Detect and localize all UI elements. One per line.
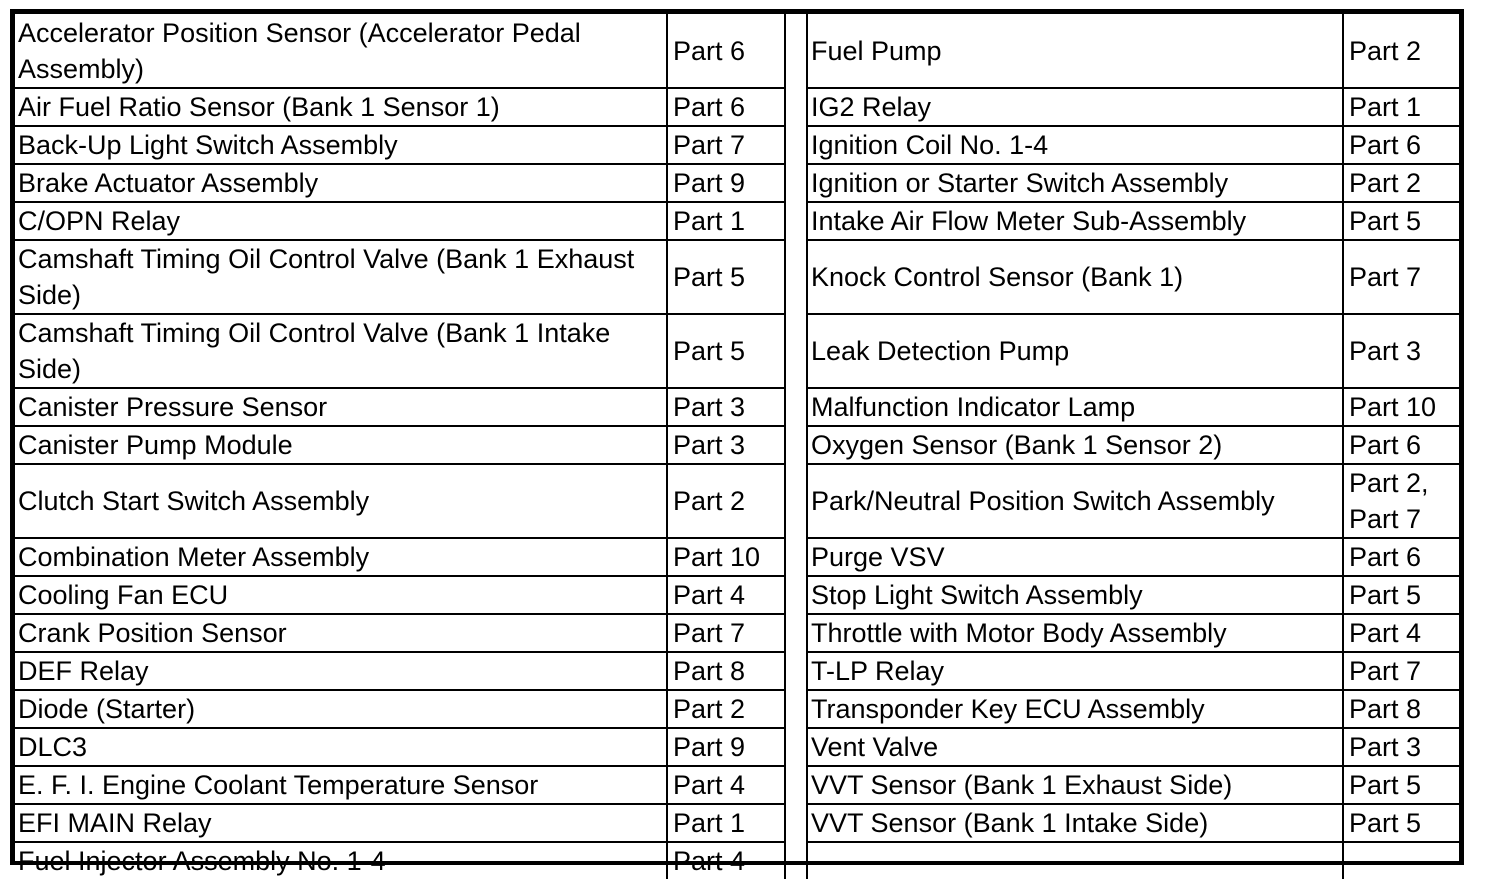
right-component-name: Ignition or Starter Switch Assembly [807, 164, 1343, 202]
right-component-name: Fuel Pump [807, 14, 1343, 88]
left-component-name: C/OPN Relay [15, 202, 667, 240]
column-gap [785, 14, 807, 88]
component-location-table-frame [10, 9, 1464, 876]
right-component-name: T-LP Relay [807, 652, 1343, 690]
right-part-reference [1343, 842, 1459, 879]
left-part-reference: Part 8 [667, 652, 785, 690]
right-part-reference: Part 6 [1343, 426, 1459, 464]
left-component-name: Canister Pump Module [15, 426, 667, 464]
right-component-name: Knock Control Sensor (Bank 1) [807, 240, 1343, 314]
column-gap [785, 202, 807, 240]
column-gap [785, 804, 807, 842]
table-row [15, 314, 1459, 388]
column-gap [785, 388, 807, 426]
column-gap [785, 314, 807, 388]
right-component-name: IG2 Relay [807, 88, 1343, 126]
column-gap [785, 88, 807, 126]
left-part-reference: Part 6 [667, 88, 785, 126]
right-part-reference: Part 7 [1343, 240, 1459, 314]
left-part-reference: Part 10 [667, 538, 785, 576]
right-part-reference: Part 6 [1343, 538, 1459, 576]
column-gap [785, 576, 807, 614]
left-part-reference: Part 5 [667, 240, 785, 314]
left-component-name: Combination Meter Assembly [15, 538, 667, 576]
left-component-name: E. F. I. Engine Coolant Temperature Sensor [15, 766, 667, 804]
column-gap [785, 652, 807, 690]
left-component-name: Fuel Injector Assembly No. 1-4 [15, 842, 667, 879]
right-component-name: Throttle with Motor Body Assembly [807, 614, 1343, 652]
right-part-reference: Part 5 [1343, 576, 1459, 614]
table-row [15, 842, 1459, 879]
left-component-name: Camshaft Timing Oil Control Valve (Bank 1 Intake Side) [15, 314, 667, 388]
right-component-name: VVT Sensor (Bank 1 Intake Side) [807, 804, 1343, 842]
table-row [15, 240, 1459, 314]
table-row [15, 652, 1459, 690]
left-component-name: Brake Actuator Assembly [15, 164, 667, 202]
left-part-reference: Part 3 [667, 388, 785, 426]
left-part-reference: Part 6 [667, 14, 785, 88]
right-component-name: VVT Sensor (Bank 1 Exhaust Side) [807, 766, 1343, 804]
column-gap [785, 538, 807, 576]
left-component-name: Crank Position Sensor [15, 614, 667, 652]
left-component-name: DLC3 [15, 728, 667, 766]
right-part-reference: Part 5 [1343, 202, 1459, 240]
right-part-reference: Part 3 [1343, 314, 1459, 388]
right-component-name: Leak Detection Pump [807, 314, 1343, 388]
left-component-name: Clutch Start Switch Assembly [15, 464, 667, 538]
right-part-reference: Part 2 [1343, 164, 1459, 202]
left-component-name: Canister Pressure Sensor [15, 388, 667, 426]
right-component-name: Oxygen Sensor (Bank 1 Sensor 2) [807, 426, 1343, 464]
left-part-reference: Part 3 [667, 426, 785, 464]
left-part-reference: Part 2 [667, 464, 785, 538]
right-part-reference: Part 2 [1343, 14, 1459, 88]
column-gap [785, 690, 807, 728]
table-row [15, 538, 1459, 576]
left-part-reference: Part 2 [667, 690, 785, 728]
table-row [15, 576, 1459, 614]
left-part-reference: Part 4 [667, 842, 785, 879]
column-gap [785, 164, 807, 202]
left-component-name: Camshaft Timing Oil Control Valve (Bank 1 Exhaust Side) [15, 240, 667, 314]
right-component-name: Malfunction Indicator Lamp [807, 388, 1343, 426]
column-gap [785, 126, 807, 164]
left-component-name: EFI MAIN Relay [15, 804, 667, 842]
table-row [15, 426, 1459, 464]
table-row [15, 202, 1459, 240]
table-row [15, 88, 1459, 126]
column-gap [785, 464, 807, 538]
left-component-name: DEF Relay [15, 652, 667, 690]
left-component-name: Accelerator Position Sensor (Accelerator Pedal Assembly) [15, 14, 667, 88]
right-component-name: Purge VSV [807, 538, 1343, 576]
table-row [15, 464, 1459, 538]
left-component-name: Cooling Fan ECU [15, 576, 667, 614]
left-part-reference: Part 1 [667, 202, 785, 240]
right-part-reference: Part 1 [1343, 88, 1459, 126]
left-component-name: Air Fuel Ratio Sensor (Bank 1 Sensor 1) [15, 88, 667, 126]
right-part-reference: Part 5 [1343, 766, 1459, 804]
right-component-name: Transponder Key ECU Assembly [807, 690, 1343, 728]
component-location-table [15, 14, 1459, 879]
table-row [15, 766, 1459, 804]
right-part-reference: Part 8 [1343, 690, 1459, 728]
left-part-reference: Part 9 [667, 164, 785, 202]
right-part-reference: Part 6 [1343, 126, 1459, 164]
right-component-name: Park/Neutral Position Switch Assembly [807, 464, 1343, 538]
column-gap [785, 426, 807, 464]
right-part-reference: Part 10 [1343, 388, 1459, 426]
left-part-reference: Part 7 [667, 126, 785, 164]
left-part-reference: Part 1 [667, 804, 785, 842]
table-row [15, 388, 1459, 426]
left-part-reference: Part 4 [667, 766, 785, 804]
left-part-reference: Part 4 [667, 576, 785, 614]
right-part-reference: Part 5 [1343, 804, 1459, 842]
left-part-reference: Part 9 [667, 728, 785, 766]
right-component-name [807, 842, 1343, 879]
column-gap [785, 240, 807, 314]
right-part-reference: Part 4 [1343, 614, 1459, 652]
left-component-name: Back-Up Light Switch Assembly [15, 126, 667, 164]
column-gap [785, 728, 807, 766]
table-row [15, 728, 1459, 766]
table-row [15, 690, 1459, 728]
right-component-name: Ignition Coil No. 1-4 [807, 126, 1343, 164]
column-gap [785, 842, 807, 879]
column-gap [785, 766, 807, 804]
left-component-name: Diode (Starter) [15, 690, 667, 728]
table-row [15, 804, 1459, 842]
right-component-name: Intake Air Flow Meter Sub-Assembly [807, 202, 1343, 240]
right-part-reference: Part 3 [1343, 728, 1459, 766]
table-row [15, 164, 1459, 202]
right-component-name: Vent Valve [807, 728, 1343, 766]
left-part-reference: Part 5 [667, 314, 785, 388]
table-row [15, 614, 1459, 652]
right-component-name: Stop Light Switch Assembly [807, 576, 1343, 614]
table-row [15, 14, 1459, 88]
right-part-reference: Part 2, Part 7 [1343, 464, 1459, 538]
column-gap [785, 614, 807, 652]
right-part-reference: Part 7 [1343, 652, 1459, 690]
table-row [15, 126, 1459, 164]
left-part-reference: Part 7 [667, 614, 785, 652]
